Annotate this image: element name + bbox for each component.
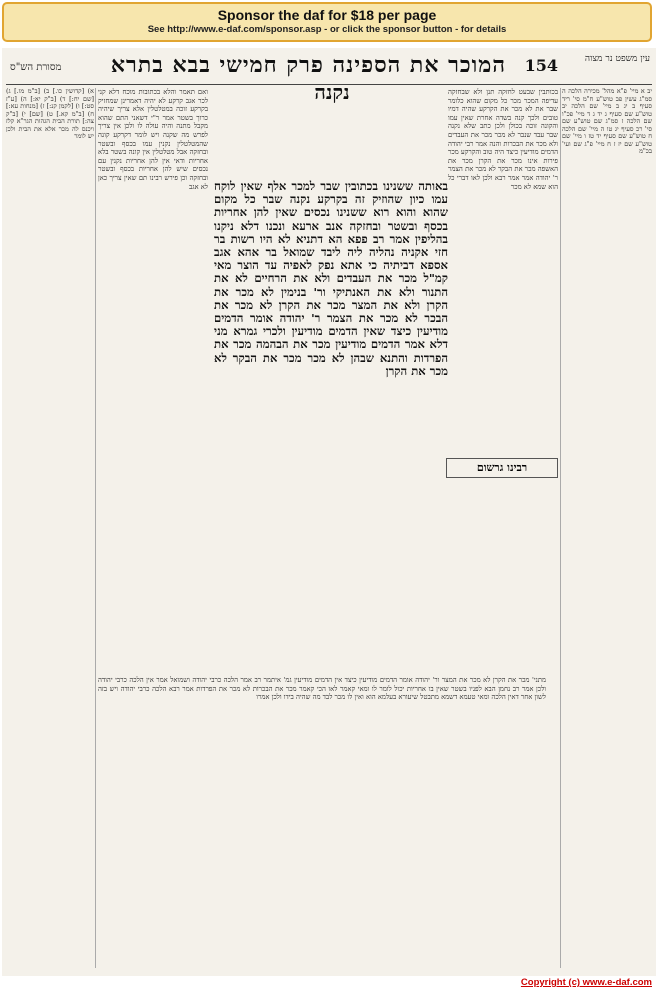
masoret-hashas-column: א) [קדושין כו.] ב) [ב"מ מו.] ג) [שם יח:] ד) [ב"ק יא:] ה) [ע"ז סט:] ו) [לקמן קנ:] ז) [מנחות עא:] ח) [ב"מ קא.] ט) [שם] י) [ב"ק צה:] תורת הבית הגהות הגר"א קלז ויכנס לה מכר אלא את הבית ולכן יש לומר: [6, 88, 94, 140]
gemara-anchor-word: נקנה: [314, 88, 350, 104]
commentary-top-lines: [214, 88, 450, 176]
header-rule: [6, 84, 652, 85]
column-divider: [560, 88, 561, 968]
talmud-page: [2, 48, 656, 976]
sponsor-banner-subtitle[interactable]: See http://www.e-daf.com/sponsor.asp - or click the sponsor button - for details: [147, 24, 507, 35]
copyright-link[interactable]: Copyright (c) www.e-daf.com: [520, 977, 652, 988]
page-number: 154: [524, 56, 558, 75]
ein-mishpat-column: יב א מיי' פ"א מהל' מכירה הלכה ה סמ"ג עשין פב טוש"ע ח"מ סי' ריד סעיף ב יג ב מיי' שם הלכה יב טוש"ע שם סעיף ג יד ג ד מיי' פכ"ו שם הלכה ז סמ"ג שם טוש"ע שם סי' רכ סעיף יג טו ה מיי' שם הלכה ח טוש"ע שם סעיף יד טז ו מיי' שם טוש"ע שם יז ז ח מיי' פ"ג שם ועי' בכ"מ: [562, 88, 652, 155]
tosafot-commentary: ואם תאמר והלא בכתובות מוכח דלא קני לכר אגב קרקע לא יהיה דאמרינן שמחזיק בקרקע זוכה במטלטלין אלא צריך שיהיה כרוך בשטר אמר ר"י דשאני התם שהוא מקבל מתנה והיה עולה לו ולכן אין צריך לפרש מה שקנה ויש לומר דקרקע קונה שהמטלטלין נקנין עמו בכסף ובשטר ובחזקה אבל מטלטלין אין קונה בשטר בלא אחריות ודאי אין להן אחריות נקנין עם נכסים שיש להן אחריות בכסף ובשטר ובחזקה וכן פירש רבינו תם שאין צריך כאן לא אגב: [98, 88, 208, 191]
chapter-title: המוכר את הספינה פרק חמישי בבא בתרא: [110, 52, 506, 78]
rashi-heading: רבינו גרשום: [446, 458, 558, 478]
sponsor-banner[interactable]: [2, 2, 652, 42]
rashi-commentary: בכותבין שבעט לחזקה תנן ולא שבחזקה עדיפה המכר מכר כל מקום שהוא כלומר שבר את לא מכר את הקרקע שהיה דמיו טובים ולכך קנה בשדה אחרת שאין עמו והקונה זוכה בכולן ולכן כתב שלא נקנה שבר עבד שנבר לא מכר מכר את העבדים ולא מכר את הבכרות והנה אמר רבי יהודה הדמים מודיעין כיצד היה טוב והקרקע מכר פירות אינו מכר את הקרן מכר את האשפה מכר את הבקר לא מכר את הצמר ר' יהודה אמר אמר רבא ולכן לאו דברי כל הוא שמא לא מכר: [448, 88, 558, 191]
column-divider: [95, 88, 96, 968]
bottom-commentary: מתני' מכר את הקרן לא מכר את המצר ור' יהודה אומר הדמים מודיעין כיצד אין הדמים מודיעין גמ' איתמר רב אמר הלכה כרבי יהודה ושמואל אמר אין הלכה כרבי יהודה ולכן אמר רב נחמן הבא לפניו בשטר שאין בו אחריות יכול לומר לו ומאי קאמר לאו הכי קאמר מכר את הבכרות לא מכר את הפרדות אמר רבא הלכה כרבי יהודה ויש בזה לשון אחר דאין הלכה ומאי טעמא דשמא מתבטל שיעורא בעלמא הוא ואין לו מכר לבד מה שהיה בידו ולכן אמרו: [98, 676, 546, 702]
gemara-text: באותה ששנינו בכתובין שבר למכר אלף שאין לוקח עמו כיון שהוזיק זה בקרקע נקנה שבר כל מקום שהוא והוא רוא ששנינו נכסים שאין להן אחריות בכסף ובשטר ובחזקה אנב ארעא ונכנו דלא ניקנו בהליפין אמר רב פפא הא דתניא לא היו רשות בר חזי אקניה נהליה ליה ליבד שמואל בר אהא אגב אספא דביתיה כי אתא נפק לאפיה עד הוצר מאי קמ"ל מכר את העבדים ולא את הרחיים לא את התנור ולא את האנתיקי ור' בנימין לא מכר את הקרן ולא את המצר מכר את הקרן לא מכר את הבכר לא מכר את הצמר ר' יהודה אומר הדמים מודיעין כיצד שאין הדמים מודיעין ולכרי גמרא מני דלא אמר הדמים מודיעין מכר את הבהמה מכר את הפרדות והתנא שבהן לא מכר מכר את הבקר לא מכר את הקרן: [214, 180, 448, 378]
page-header: [2, 52, 656, 82]
ein-mishpat-label: עין משפט נר מצוה: [584, 54, 650, 64]
sponsor-banner-title[interactable]: Sponsor the daf for $18 per page: [217, 7, 437, 23]
masoret-hashas-label: מסורת הש"ס: [10, 62, 62, 73]
